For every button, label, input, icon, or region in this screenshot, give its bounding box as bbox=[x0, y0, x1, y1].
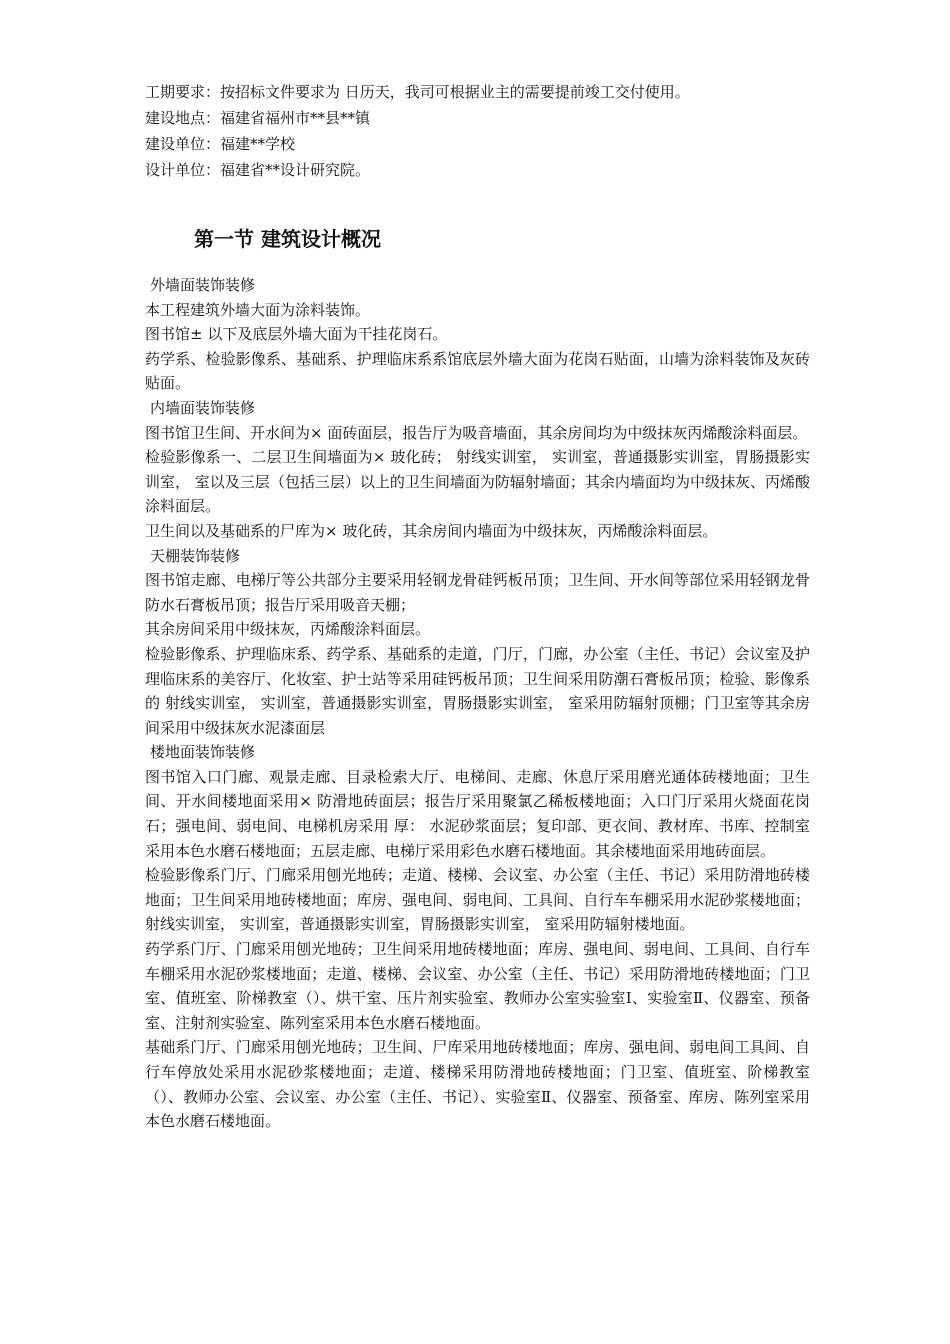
info-location: 建设地点：福建省福州市**县**镇 bbox=[145, 109, 371, 127]
subheading-exterior: 外墙面装饰装修 bbox=[150, 276, 256, 294]
paragraph: 基础系门厅、门廊采用刨光地砖；卫生间、尸库采用地砖楼地面；库房、强电间、弱电间工具间、自行车停放处采用水泥砂浆楼地面；走道、楼梯采用防滑地砖楼地面；门卫室、值班室、阶梯教室（）、教师办公室、会议室、办公室（主任、书记）、实验室Ⅱ、仪器室、预备室、库房、陈列室采用本色水磨石楼地面。 bbox=[145, 1038, 810, 1131]
info-designer: 设计单位：福建省**设计研究院。 bbox=[145, 161, 371, 179]
paragraph: 图书馆± 以下及底层外墙大面为干挂花岗石。 bbox=[145, 325, 448, 344]
paragraph: 检验影像系门厅、门廊采用刨光地砖；走道、楼梯、会议室、办公室（主任、书记）采用防滑地砖楼地面；卫生间采用地砖楼地面；库房、强电间、弱电间、工具间、自行车车棚采用水泥砂浆楼地面； 射线实训室， 实训室，普通摄影实训室，胃肠摄影实训室， 室采用防辐射楼地面。 bbox=[145, 866, 810, 934]
paragraph: 卫生间以及基础系的尸库为× 玻化砖，其余房间内墙面为中级抹灰，丙烯酸涂料面层。 bbox=[145, 521, 718, 540]
paragraph: 检验影像系一、二层卫生间墙面为× 玻化砖； 射线实训室， 实训室，普通摄影实训室，胃肠摄影实训室， 室以及三层（包括三层）以上的卫生间墙面为防辐射墙面；其余内墙面均为中级抹灰、丙烯酸涂料面层。 bbox=[145, 448, 810, 516]
paragraph: 图书馆走廊、电梯厅等公共部分主要采用轻钢龙骨硅钙板吊顶；卫生间、开水间等部位采用轻钢龙骨防水石膏板吊顶；报告厅采用吸音天棚； bbox=[145, 571, 810, 614]
paragraph: 图书馆卫生间、开水间为× 面砖面层，报告厅为吸音墙面，其余房间均为中级抹灰丙烯酸涂料面层。 bbox=[145, 423, 808, 442]
paragraph: 其余房间采用中级抹灰，丙烯酸涂料面层。 bbox=[145, 620, 431, 639]
project-info bbox=[145, 79, 810, 183]
paragraph: 药学系门厅、门廊采用刨光地砖；卫生间采用地砖楼地面；库房、强电间、弱电间、工具间、自行车车棚采用水泥砂浆楼地面；走道、楼梯、会议室、办公室（主任、书记）采用防滑地砖楼地面；门卫室、值班室、阶梯教室（）、烘干室、压片剂实验室、教师办公室实验室Ⅰ、实验室Ⅱ、仪器室、预备室、注射剂实验室、陈列室采用本色水磨石楼地面。 bbox=[145, 940, 810, 1032]
subheading-floor: 楼地面装饰装修 bbox=[150, 743, 256, 762]
paragraph: 图书馆入口门廊、观景走廊、目录检索大厅、电梯间、走廊、休息厅采用磨光通体砖楼地面；卫生间、开水间楼地面采用× 防滑地砖面层；报告厅采用聚氯乙稀板楼地面；入口门厅采用火烧面花岗石；强电间、弱电间、电梯机房采用 厚： 水泥砂浆面层；复印部、更衣间、教材库、书库、控制室采用本色水磨石楼地面；五层走廊、电梯厅采用彩色水磨石楼地面。其余楼地面采用地砖面层。 bbox=[145, 767, 810, 860]
info-duration: 工期要求：按招标文件要求为 日历天，我司可根据业主的需要提前竣工交付使用。 bbox=[145, 83, 690, 101]
paragraph: 检验影像系、护理临床系、药学系、基础系的走道，门厅，门廊，办公室（主任、书记）会议室及护理临床系的美容厅、化妆室、护士站等采用硅钙板吊顶；卫生间采用防潮石膏板吊顶；检验、影像系的 射线实训室， 实训室，普通摄影实训室，胃肠摄影实训室， 室采用防辐射顶棚；门卫室等其余房间采用中级抹灰水泥漆面层 bbox=[145, 644, 810, 737]
subheading-ceiling: 天棚装饰装修 bbox=[150, 546, 241, 565]
paragraph: 药学系、检验影像系、基础系、护理临床系系馆底层外墙大面为花岗石贴面，山墙为涂料装饰及灰砖贴面。 bbox=[145, 349, 810, 393]
paragraph: 本工程建筑外墙大面为涂料装饰。 bbox=[145, 300, 371, 319]
subheading-interior: 内墙面装饰装修 bbox=[150, 398, 256, 417]
info-owner: 建设单位：福建**学校 bbox=[145, 135, 296, 153]
section-title: 第一节 建筑设计概况 bbox=[194, 227, 381, 251]
section-body bbox=[145, 273, 810, 1134]
